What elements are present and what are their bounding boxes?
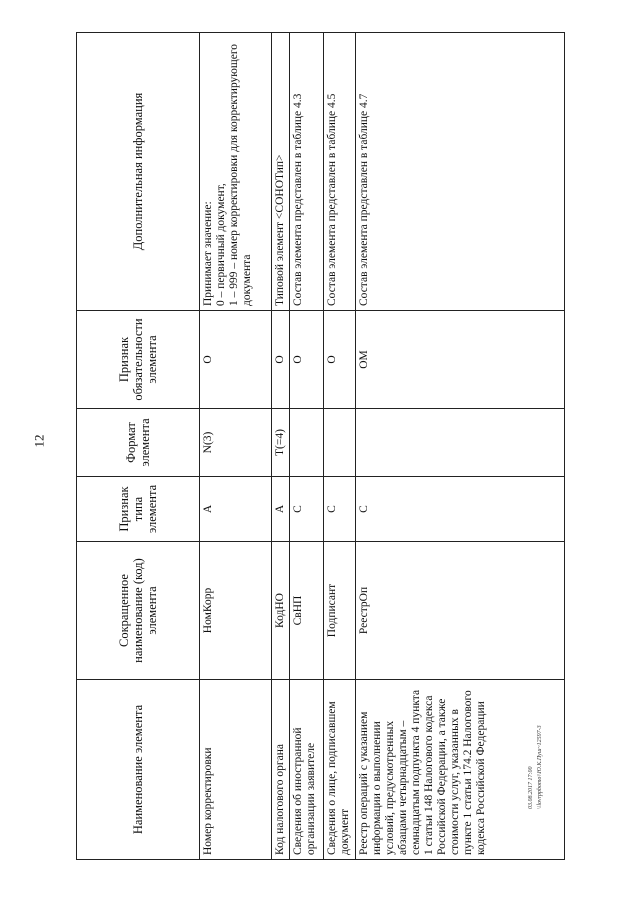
page-number: 12 xyxy=(31,434,47,448)
header-element-required: Признак обязательности элемента xyxy=(77,311,200,409)
cell-format: T(=4) xyxy=(272,409,290,477)
cell-type: А xyxy=(272,477,290,542)
elements-table xyxy=(76,32,565,860)
cell-format: N(3) xyxy=(200,409,272,477)
cell-code: РеестрОп xyxy=(356,542,565,680)
cell-code: НомКорр xyxy=(200,542,272,680)
cell-info xyxy=(200,33,272,311)
cell-name: Сведения об иностранной организации заявителе xyxy=(290,680,324,860)
cell-type: А xyxy=(200,477,272,542)
info-line: Принимает значение: xyxy=(202,201,214,306)
cell-format xyxy=(324,409,356,477)
cell-type: С xyxy=(356,477,565,542)
header-element-name: Наименование элемента xyxy=(77,680,200,860)
cell-code: Подписант xyxy=(324,542,356,680)
header-additional-info: Дополнительная информация xyxy=(77,33,200,311)
cell-type: С xyxy=(290,477,324,542)
cell-format xyxy=(356,409,565,477)
table-row xyxy=(200,33,272,860)
footer-path: \\lovrppbomo\\Ю.К.Пуш~12597-3 xyxy=(537,725,543,809)
cell-format xyxy=(290,409,324,477)
header-element-code: Сокращенное наименование (код) элемента xyxy=(77,542,200,680)
info-line: 1 – 999 – номер корректировки для корректирующего документа xyxy=(228,43,253,306)
table-row xyxy=(290,33,324,860)
cell-required: О xyxy=(290,311,324,409)
cell-info: Состав элемента представлен в таблице 4.5 xyxy=(324,33,356,311)
cell-type: С xyxy=(324,477,356,542)
cell-required: ОМ xyxy=(356,311,565,409)
cell-info: Типовой элемент <СОНОТип> xyxy=(272,33,290,311)
table-row xyxy=(272,33,290,860)
cell-name: Код налогового органа xyxy=(272,680,290,860)
print-footer xyxy=(527,669,545,809)
cell-name: Номер корректировки xyxy=(200,680,272,860)
cell-code: СвНП xyxy=(290,542,324,680)
footer-timestamp: 03.08.2017 17:00 xyxy=(528,766,534,809)
cell-code: КодНО xyxy=(272,542,290,680)
table-row xyxy=(324,33,356,860)
cell-name: Сведения о лице, подписавшем документ xyxy=(324,680,356,860)
rotated-table-container xyxy=(76,33,563,860)
cell-required: О xyxy=(324,311,356,409)
cell-info: Состав элемента представлен в таблице 4.3 xyxy=(290,33,324,311)
cell-info: Состав элемента представлен в таблице 4.7 xyxy=(356,33,565,311)
table-header-row xyxy=(77,33,200,860)
header-element-format: Формат элемента xyxy=(77,409,200,477)
cell-required: О xyxy=(272,311,290,409)
cell-required: О xyxy=(200,311,272,409)
info-line: 0 – первичный документ, xyxy=(215,183,227,306)
cell-name: Реестр операций с указанием информации о выполнении условий, предусмотренных абзацами четырнадцатым – семнадцатым подпункта 4 пункта 1 статьи 148 Налогового кодекса Российской Федерации, а также стоимости услуг, указанных в пункте 1 статьи 174.2 Налогового кодекса Российской Федерации xyxy=(356,680,565,860)
header-element-type: Признак типа элемента xyxy=(77,477,200,542)
